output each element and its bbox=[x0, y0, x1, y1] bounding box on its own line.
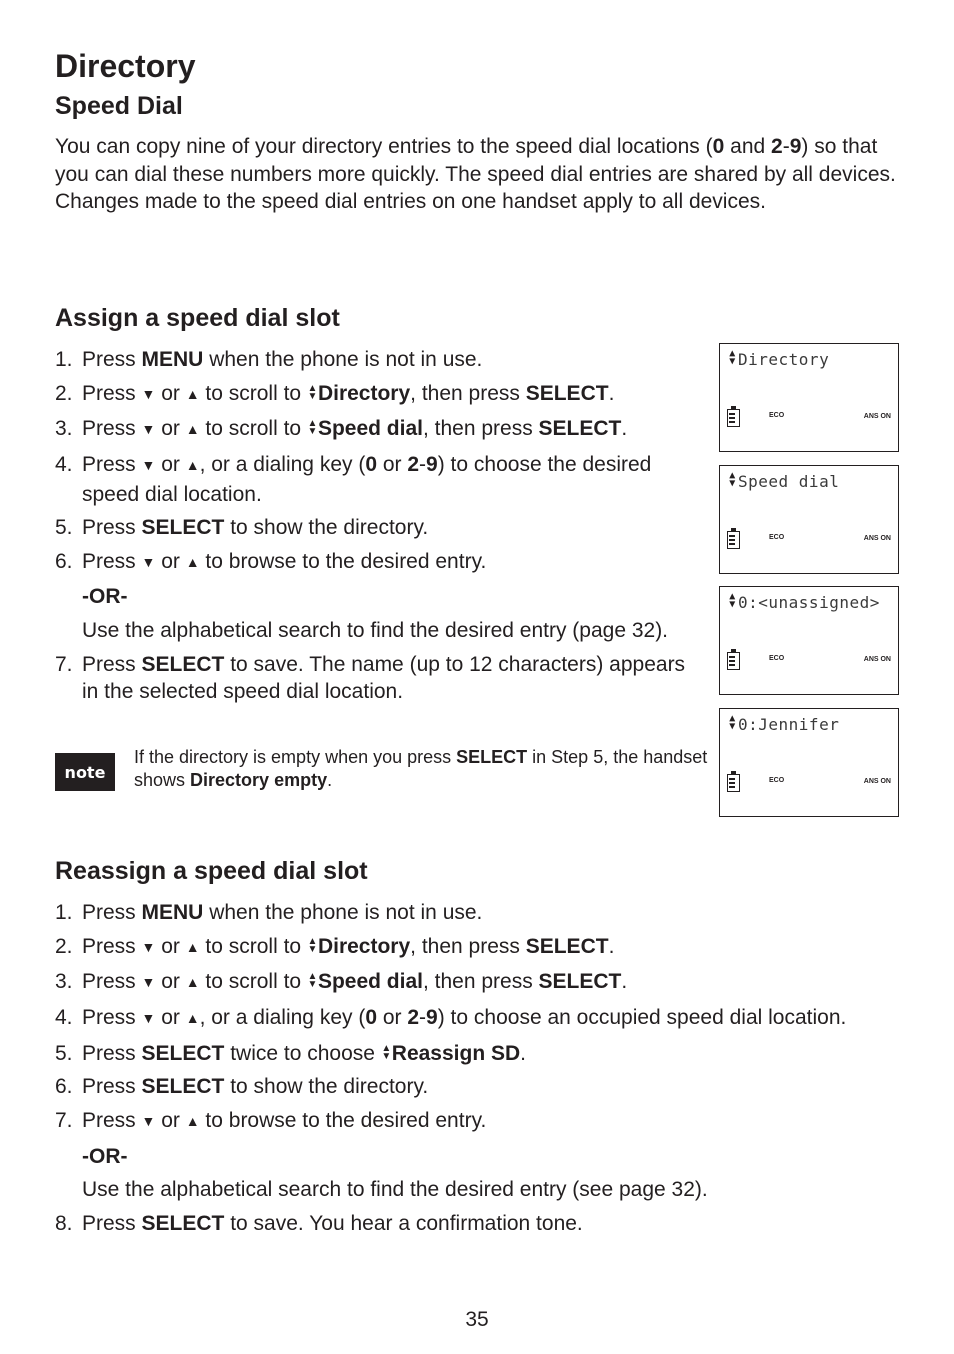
up-down-icon: ▲ ▼ bbox=[307, 418, 318, 438]
down-arrow-icon: ▼ bbox=[141, 421, 156, 438]
handset-screens bbox=[719, 343, 899, 829]
handset-screen bbox=[719, 586, 899, 695]
up-down-icon: ▲ ▼ bbox=[729, 591, 736, 610]
list-item: 2. Press ▼ or ▲ to scroll to ▲ ▼ Directory, then press SELECT. bbox=[55, 934, 615, 958]
battery-icon bbox=[727, 649, 740, 670]
down-arrow-icon: ▼ bbox=[141, 974, 156, 991]
list-item: 1. Press MENU when the phone is not in use. bbox=[55, 901, 483, 924]
page-title: Directory bbox=[55, 48, 196, 84]
list-item: 5. Press SELECT to show the directory. bbox=[55, 516, 429, 540]
or-label: -OR- bbox=[82, 1144, 128, 1168]
down-arrow-icon: ▼ bbox=[141, 1010, 156, 1027]
lcd-text: ▲ ▼ Directory bbox=[727, 350, 829, 369]
lcd-text: ▲ ▼ 0:<unassigned> bbox=[727, 593, 880, 612]
up-down-icon: ▲ ▼ bbox=[381, 1042, 392, 1062]
down-arrow-icon: ▼ bbox=[141, 385, 156, 402]
note-text: If the directory is empty when you press SELECT in Step 5, the handset shows Directory empty. bbox=[134, 747, 708, 790]
or-label: -OR- bbox=[82, 585, 128, 609]
battery-icon bbox=[727, 528, 740, 549]
intro-paragraph: You can copy nine of your directory entries to the speed dial locations (0 and 2-9) so that you can dial these numbers more quickly. The speed dial entries are shared by all devices. Changes made to the speed dial entries on one handset apply to all devices. bbox=[55, 135, 896, 213]
list-item: 3. Press ▼ or ▲ to scroll to ▲ ▼ Speed dial, then press SELECT. bbox=[55, 970, 628, 994]
ans-on-indicator: ANS ON bbox=[863, 413, 891, 420]
note-icon: note bbox=[55, 753, 115, 791]
up-arrow-icon: ▲ bbox=[185, 938, 200, 955]
up-down-icon: ▲ ▼ bbox=[307, 935, 318, 955]
handset-screen bbox=[719, 708, 899, 817]
ans-on-indicator: ANS ON bbox=[863, 656, 891, 663]
battery-icon bbox=[727, 406, 740, 427]
up-arrow-icon: ▲ bbox=[185, 974, 200, 991]
list-item: 7. Press ▼ or ▲ to browse to the desired entry. -OR- Use the alphabetical search to find the desired entry (see page 32). bbox=[55, 1107, 915, 1204]
handset-screen bbox=[719, 465, 899, 574]
section-title: Speed Dial bbox=[55, 92, 183, 120]
list-item: 6. Press ▼ or ▲ to browse to the desired entry. -OR- Use the alphabetical search to find the desired entry (page 32). bbox=[55, 548, 705, 645]
up-down-icon: ▲ ▼ bbox=[729, 348, 736, 367]
up-arrow-icon: ▲ bbox=[185, 1113, 200, 1130]
lcd-text: ▲ ▼ 0:Jennifer bbox=[727, 715, 839, 734]
up-arrow-icon: ▲ bbox=[185, 457, 200, 474]
lcd-text: ▲ ▼ Speed dial bbox=[727, 472, 839, 491]
down-arrow-icon: ▼ bbox=[141, 553, 156, 570]
down-arrow-icon: ▼ bbox=[141, 457, 156, 474]
note-box bbox=[55, 746, 715, 792]
list-item: 2. Press ▼ or ▲ to scroll to ▲ ▼ Directory, then press SELECT. bbox=[55, 381, 615, 405]
eco-indicator: ECO bbox=[769, 655, 785, 662]
up-arrow-icon: ▲ bbox=[185, 385, 200, 402]
up-arrow-icon: ▲ bbox=[185, 1010, 200, 1027]
battery-icon bbox=[727, 771, 740, 792]
reassign-steps bbox=[55, 899, 915, 1244]
up-down-icon: ▲ ▼ bbox=[729, 469, 736, 489]
list-item: 4. Press ▼ or ▲, or a dialing key (0 or 2-9) to choose the desired speed dial location. bbox=[55, 453, 652, 506]
list-item: 5. Press SELECT twice to choose ▲ ▼ Reassign SD. bbox=[55, 1041, 527, 1065]
list-item: 3. Press ▼ or ▲ to scroll to ▲ ▼ Speed dial, then press SELECT. bbox=[55, 417, 628, 441]
up-down-icon: ▲ ▼ bbox=[729, 712, 736, 732]
up-down-icon: ▲ ▼ bbox=[307, 971, 318, 991]
up-arrow-icon: ▲ bbox=[185, 421, 200, 438]
eco-indicator: ECO bbox=[769, 776, 785, 784]
down-arrow-icon: ▼ bbox=[141, 938, 156, 955]
list-item: 1. Press MENU when the phone is not in use. bbox=[55, 348, 483, 371]
assign-steps bbox=[55, 346, 705, 712]
reassign-heading: Reassign a speed dial slot bbox=[55, 857, 368, 885]
assign-heading: Assign a speed dial slot bbox=[55, 304, 340, 332]
up-arrow-icon: ▲ bbox=[185, 553, 200, 570]
eco-indicator: ECO bbox=[769, 533, 785, 541]
down-arrow-icon: ▼ bbox=[141, 1113, 156, 1130]
up-down-icon: ▲ ▼ bbox=[307, 382, 318, 402]
list-item: 7. Press SELECT to save. The name (up to 12 characters) appears in the selected speed dial location. bbox=[55, 652, 686, 704]
list-item: 4. Press ▼ or ▲, or a dialing key (0 or 2-9) to choose an occupied speed dial location. bbox=[55, 1006, 847, 1030]
list-item: 8. Press SELECT to save. You hear a confirmation tone. bbox=[55, 1211, 583, 1235]
ans-on-indicator: ANS ON bbox=[863, 534, 891, 542]
ans-on-indicator: ANS ON bbox=[863, 777, 891, 785]
handset-screen bbox=[719, 343, 899, 452]
page-number: 35 bbox=[465, 1308, 489, 1331]
list-item: 6. Press SELECT to show the directory. bbox=[55, 1075, 429, 1099]
eco-indicator: ECO bbox=[769, 412, 785, 419]
